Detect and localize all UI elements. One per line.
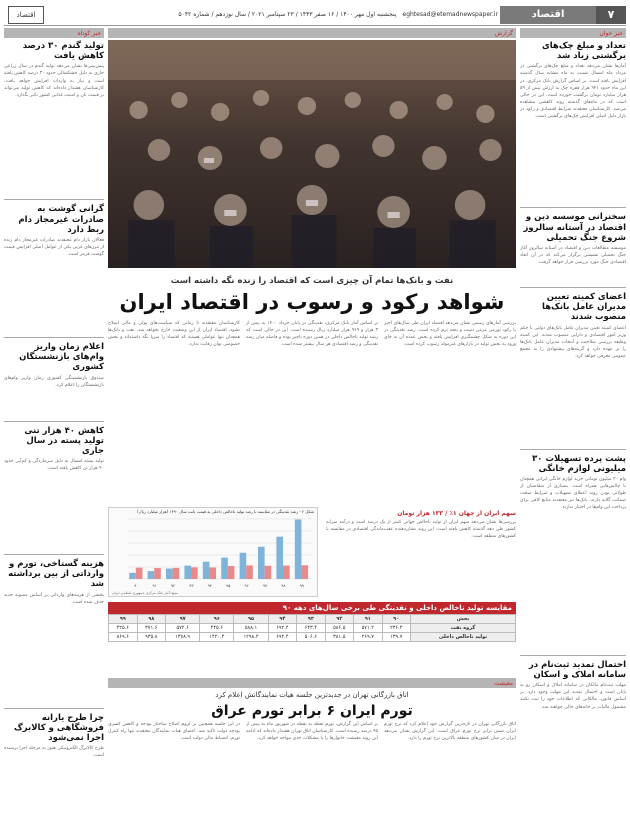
news-body: مهلت ثبت‌نام مالکان در سامانه املاک و اسکان رو به پایان است و احتمال تمدید این مهلت وجود دارد. بر اساس قانون، مالکانی که اطلاعات خود را ثبت نکنند مشمول مالیات بر خانه‌های خالی خواهند شد. — [520, 683, 626, 710]
table-header-cell: ۹۵ — [234, 615, 268, 624]
main-article-body — [108, 320, 516, 506]
x-tick-label: ۹۷ — [262, 583, 268, 588]
main-kicker-bar — [108, 28, 516, 38]
x-tick-label: ۹۲ — [170, 583, 176, 588]
news-body: آمارها نشان می‌دهد تعداد و مبلغ چک‌های برگشتی در مرداد ماه امسال نسبت به ماه مشابه سال گذشته افزایش یافته است. بر اساس گزارش بانک مرکزی، در این ماه حدود ۹۴۱ هزار فقره چک به ارزش بیش از ۵۹ هزار میلیارد تومان برگشت خورده است. این در حالی است که در ماه‌های گذشته روند کاهشی مشاهده می‌شد. کارشناسان معتقدند شرایط اقتصادی و رکود در بازار دلیل اصلی افزایش چک‌های برگشتی است. — [520, 64, 626, 120]
x-tick-label: ۹۳ — [189, 583, 194, 588]
table-header-cell: ۹۸ — [137, 615, 165, 624]
chart-bar — [265, 566, 272, 579]
right-column — [520, 28, 626, 816]
divider — [520, 207, 626, 208]
table-header-cell: ۹۰ — [382, 615, 410, 624]
news-body: تولید پسته امسال به دلیل سرمازدگی و کم‌آبی حدود ۴۰ هزار تن کاهش یافته است. — [4, 459, 104, 472]
chart-bar — [301, 565, 308, 579]
chart-bar — [154, 568, 161, 579]
main-kicker: گزارش — [494, 29, 513, 37]
table-header-cell: ۹۴ — [268, 615, 296, 624]
sidebox-title: سهم ایران از جهان ۱٪ / ۱۳۳ هزار تومان — [397, 510, 516, 517]
table-row — [109, 633, 516, 642]
table-cell: ۱۴۲۰.۴ — [200, 633, 234, 642]
lower-body — [108, 721, 516, 820]
table-cell: ۶۴۳.۴ — [297, 624, 325, 633]
news-title: پشت پرده تسهیلات ۳۰ میلیونی لوازم خانگی — [532, 453, 626, 474]
chart-bar — [283, 566, 290, 579]
section-label: اقتصاد — [500, 6, 596, 24]
right-kicker-bar — [520, 28, 626, 38]
table-cell: ۵۸۶.۵ — [325, 624, 353, 633]
chart-bar — [166, 569, 173, 579]
chart-bar — [136, 568, 143, 579]
table-cell: ۹۳۵.۸ — [137, 633, 165, 642]
right-kicker: خبر خوان — [599, 29, 623, 37]
lower-headline: تورم ایران ۶ برابر تورم عراق — [211, 703, 413, 719]
news-body: موسسه مطالعات دین و اقتصاد در آستانه سالروز آغاز جنگ تحمیلی نشستی برگزار می‌کند که در آن ابعاد اقتصادی جنگ مورد بررسی قرار خواهد گرفت. — [520, 245, 626, 266]
table-cell: ۳۸۱.۵ — [325, 633, 353, 642]
news-item — [520, 292, 626, 445]
x-tick-label: ۹۰ — [134, 583, 139, 588]
chart-bar — [240, 553, 247, 579]
left-column — [4, 28, 104, 816]
divider — [4, 554, 104, 555]
news-title: تعداد و مبلغ چک‌های برگشتی زیاد شد — [541, 41, 626, 62]
table-cell: ۵۸۸.۱ — [234, 624, 268, 633]
divider — [4, 708, 104, 709]
news-title: اعضای کمیته تعیین مدیران عامل بانک‌ها منصوب شدند — [542, 291, 626, 323]
crowd-image — [108, 40, 516, 268]
chart-bar — [203, 562, 210, 579]
news-item — [4, 559, 104, 704]
news-item — [520, 41, 626, 203]
table-header-cell: بخش — [410, 615, 515, 624]
news-title: هزینه گستاخی، تورم و وارداتی از بین برداشته شد — [8, 559, 104, 590]
lower-article — [108, 678, 516, 816]
page-header — [4, 4, 626, 26]
table-cell: تولید ناخالص داخلی — [410, 633, 515, 642]
article-column: در این جلسه همچنین بر لزوم اصلاح ساختار بودجه و کاهش کسری بودجه دولت تاکید شد. اعضای هیات نمایندگان معتقدند تنها راه کنترل تورم، انضباط مالی دولت است. — [108, 722, 240, 742]
left-kicker-bar — [4, 28, 104, 38]
main-subhead: نفت و بانک‌ها تمام آن چیزی است که اقتصاد را زنده نگه داشته است — [170, 276, 454, 286]
article-column: اتاق بازرگانی تهران در تازه‌ترین گزارش خود اعلام کرد که نرخ تورم ایران شش برابر نرخ تورم عراق است. این گزارش نشان می‌دهد ایران در میان کشورهای منطقه بالاترین نرخ تورم را دارد. — [384, 722, 516, 742]
x-tick-label: ۹۸ — [281, 583, 286, 588]
article-column: بر اساس آمار بانک مرکزی، نقدینگی در پایان خرداد ۱۴۰۰ به بیش از ۳ هزار و ۹۶۹ هزار میلیارد ریال رسیده است. این در حالی است که رشد تولید ناخالص داخلی در همین دوره ناچیز بوده و فاصله میان رشد نقدینگی و رشد اقتصادی هر سال بیشتر شده است. — [246, 321, 378, 348]
news-item — [4, 204, 104, 333]
divider — [4, 199, 104, 200]
crowd-photo — [108, 40, 516, 268]
chart-bar — [191, 567, 198, 579]
newspaper-logo: اقتصاد — [8, 6, 44, 24]
table-header-cell: ۹۳ — [297, 615, 325, 624]
news-body: فعالان بازار دام معتقدند صادرات غیرمجاز دام زنده از مرزهای غربی یکی از عوامل اصلی افزایش قیمت گوشت قرمز است. — [4, 237, 104, 258]
bar-chart — [109, 515, 317, 589]
chart-bar — [258, 547, 265, 579]
table-cell: ۱۲۹۸.۴ — [234, 633, 268, 642]
table-header-cell: ۹۲ — [325, 615, 353, 624]
news-title: چرا طرح یارانه فروشگاهی و کالابرگ اجرا نمی‌شود — [14, 712, 104, 743]
chart-bar — [129, 573, 136, 579]
x-tick-label: ۹۵ — [226, 583, 231, 588]
divider — [4, 337, 104, 338]
table-cell: ۱۳۷۸.۹ — [166, 633, 200, 642]
news-body: پیش‌بینی‌ها نشان می‌دهد تولید گندم در سال زراعی جاری به دلیل خشکسالی حدود ۳۰ درصد کاهش یافته است و نیاز به واردات افزایش خواهد یافت. کارشناسان هشدار داده‌اند که کاهش تولید می‌تواند بر قیمت نان و امنیت غذایی کشور تاثیر بگذارد. — [4, 64, 104, 98]
divider — [520, 449, 626, 450]
news-body: صندوق بازنشستگی کشوری زمان واریز وام‌های بازنشستگان را اعلام کرد. — [4, 375, 104, 388]
table-cell: گروه نفت — [410, 624, 515, 633]
left-kicker: خبر کوتاه — [77, 29, 101, 37]
chart-bar — [209, 568, 216, 579]
table-cell: ۵۷۲.۶ — [166, 624, 200, 633]
sidebox-body: بررسی‌ها نشان می‌دهد سهم ایران از تولید ناخالص جهانی کمتر از یک درصد است و درآمد سرانه کشور طی دهه گذشته کاهش یافته است. این روند نشان‌دهنده عقب‌ماندگی اقتصادی در مقایسه با کشورهای منطقه است. — [326, 520, 516, 540]
chart-bar — [295, 520, 302, 579]
table-header-cell: ۹۹ — [109, 615, 138, 624]
table-cell: ۲۶۹.۷ — [354, 633, 382, 642]
x-tick-label: ۹۴ — [207, 583, 212, 588]
table-row — [109, 624, 516, 633]
table-header-cell: ۹۷ — [166, 615, 200, 624]
chart-bar — [184, 566, 191, 579]
chart-bar — [228, 566, 235, 579]
news-body: بخشی از هزینه‌های وارداتی بر اساس مصوبه جدید حذف شده است. — [4, 592, 104, 605]
news-title: سخنرانی موسسه دین و اقتصاد در آستانه سالروز شروع جنگ تحمیلی — [523, 212, 626, 243]
news-body: وام ۳۰ میلیون تومانی خرید لوازم خانگی ایرانی همچنان با چالش‌هایی همراه است. بسیاری از متقاضیان از طولانی بودن روند اعطای تسهیلات و شرایط سخت ضمانت گلایه دارند. بانک‌ها نیز معتقدند منابع کافی برای پرداخت این وام‌ها در اختیار ندارند. — [520, 476, 626, 511]
main-column — [108, 28, 516, 816]
table-cell: ۱۳۹.۷ — [382, 633, 410, 642]
news-item — [520, 660, 626, 802]
chart-bar — [148, 571, 155, 579]
table-cell: ۴۴۵.۶ — [200, 624, 234, 633]
table-cell: ۸۶۹.۶ — [109, 633, 138, 642]
news-item — [4, 713, 104, 816]
news-item — [4, 426, 104, 551]
email-address[interactable]: eghtesad@etemadnewspaper.ir — [402, 11, 498, 18]
chart-caption: شکل ۲ - رشد نقدینگی در مقایسه با رشد تولید ناخالص داخلی به قیمت ثابت سال ۱۳۹۰ (هزار میلیارد ریال) — [137, 509, 314, 514]
news-title: اعلام زمان واریز وام‌های بازنشستگان کشوری — [19, 341, 104, 373]
article-column: کارشناسان معتقدند تا زمانی که سیاست‌های پولی و مالی اصلاح نشود، اقتصاد ایران از این وضعیت خارج نخواهد شد. نفت و بانک‌ها همچنان تنها عواملی هستند که اقتصاد را سرپا نگه داشته‌اند و بخش خصوصی توان رقابت ندارد. — [108, 321, 240, 348]
divider — [520, 655, 626, 656]
lower-subhead: اتاق بازرگانی تهران در جدیدترین جلسه هیات نمایندگانش اعلام کرد — [215, 691, 409, 699]
news-item — [520, 212, 626, 283]
lower-kicker-bar — [108, 678, 516, 688]
news-item — [520, 454, 626, 651]
news-title: احتمال تمدید ثبت‌نام در سامانه املاک و اسکان — [528, 659, 626, 681]
sidebox — [326, 507, 516, 599]
news-body: اعضای کمیته تعیین مدیران عامل بانک‌های دولتی با حکم وزیر امور اقتصادی و دارایی منصوب شدند. این کمیته وظیفه بررسی صلاحیت و انتخاب مدیران عامل بانک‌ها را بر عهده دارد و گزینه‌های پیشنهادی را به مجمع عمومی معرفی خواهد کرد. — [520, 325, 626, 359]
table-cell: ۶۹۲.۴ — [268, 633, 296, 642]
chart-box — [108, 507, 318, 597]
page-number: ۷ — [596, 6, 626, 24]
table-cell: ۶۹۲.۴ — [268, 624, 296, 633]
x-tick-label: ۹۱ — [152, 583, 157, 588]
data-table-box — [108, 602, 516, 674]
x-tick-label: ۹۶ — [244, 583, 249, 588]
chart-bar — [173, 568, 180, 579]
chart-bar — [246, 565, 253, 579]
table-header-cell: ۹۶ — [200, 615, 234, 624]
chart-bar — [221, 558, 228, 579]
lower-kicker: معیشت — [493, 679, 513, 687]
table-cell: ۲۳۶.۴ — [382, 624, 410, 633]
news-title: تولید گندم ۳۰ درصد کاهش یافت — [22, 41, 104, 62]
data-table — [108, 614, 516, 642]
table-cell: ۳۷۱.۶ — [137, 624, 165, 633]
issue-meta: پنجشنبه اول مهر ۱۴۰۰ / ۱۶ صفر ۱۴۴۳ / ۲۳ سپتامبر ۲۰۲۱ / سال نوزدهم / شماره ۵۰۴۲ — [178, 11, 397, 18]
news-item — [4, 41, 104, 195]
table-cell: ۵۰۶.۶ — [297, 633, 325, 642]
divider — [4, 421, 104, 422]
table-header-row — [109, 615, 516, 624]
table-header-cell: ۹۱ — [354, 615, 382, 624]
chart-source: منبع: آمار بانک مرکزی جمهوری اسلامی ایران — [112, 591, 178, 595]
table-cell: ۵۷۱.۲ — [354, 624, 382, 633]
news-item — [4, 342, 104, 417]
divider — [520, 287, 626, 288]
x-tick-label: ۹۹ — [299, 583, 304, 588]
article-column: بررسی آمارهای رسمی نشان می‌دهد اقتصاد ایران طی سال‌های اخیر با رکود تورمی مزمن دست و پنجه نرم کرده است. رشد نقدینگی در این دوره به شکل چشمگیری افزایش یافته و بخش عمده آن به جای ورود به بخش تولید در بازارهای غیرمولد رسوب کرده است. — [384, 321, 516, 348]
news-body: طرح کالابرگ الکترونیکی هنوز به مرحله اجرا نرسیده است. — [4, 746, 104, 759]
news-title: کاهش ۴۰ هزار تنی تولید پسته در سال جاری — [24, 425, 104, 456]
article-column: بر اساس این گزارش، تورم نقطه به نقطه در شهریور ماه به بیش از ۴۵ درصد رسیده است. کارشناسان اتاق تهران هشدار داده‌اند که ادامه این روند معیشت خانوارها را با مشکلات جدی مواجه خواهد کرد. — [246, 722, 378, 742]
news-title: گرانی گوشت به صادرات غیرمجاز دام ربط دارد — [18, 204, 104, 235]
table-title: مقایسه تولید ناخالص داخلی و نقدینگی طی برخی سال‌های دهه ۹۰ — [108, 602, 516, 614]
main-headline: شواهد رکود و رسوب در اقتصاد ایران — [119, 290, 505, 314]
chart-bar — [276, 537, 283, 579]
table-cell: ۴۲۵.۶ — [109, 624, 138, 633]
